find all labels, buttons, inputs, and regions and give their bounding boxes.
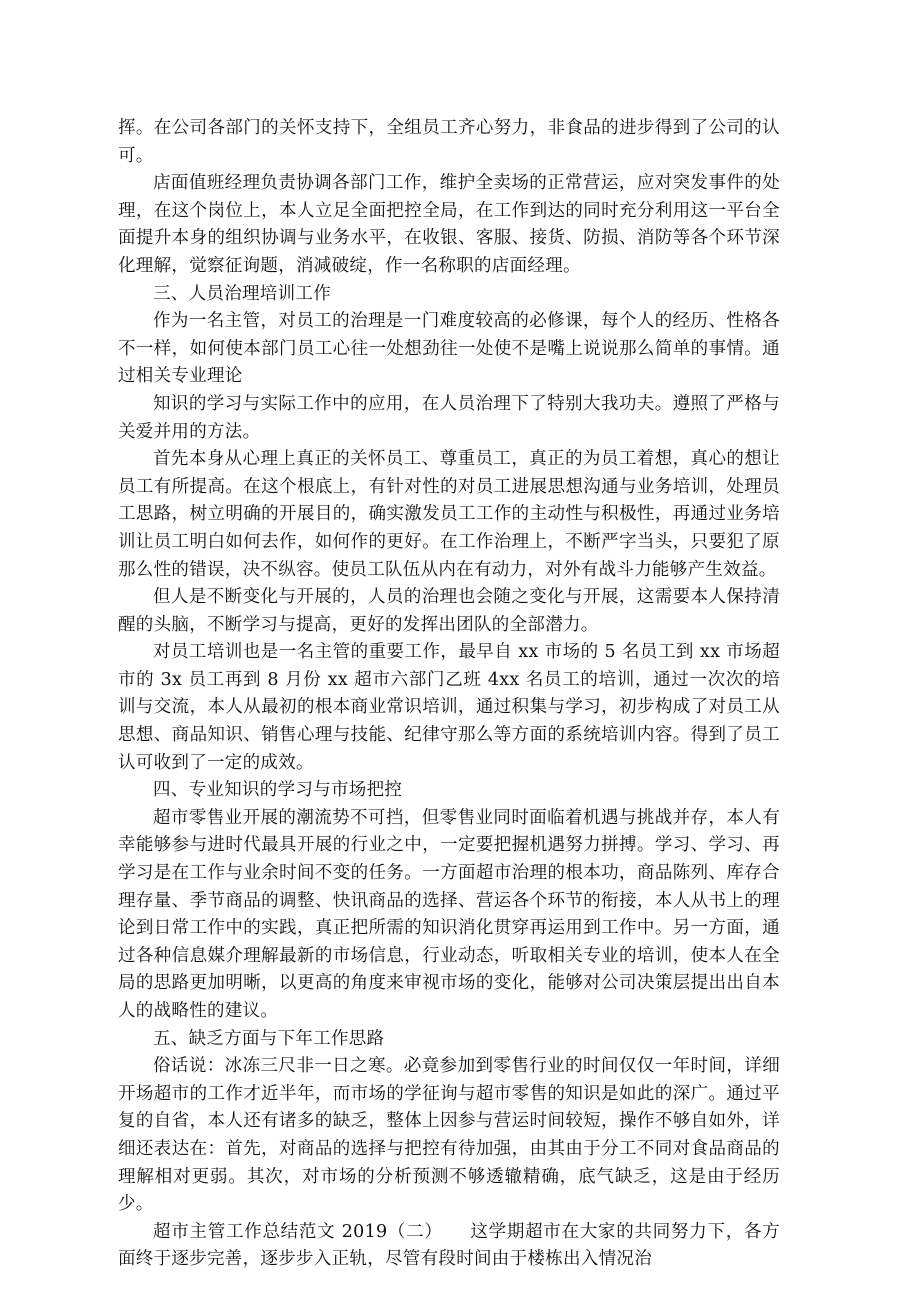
paragraph-summary-2019: 超市主管工作总结范文 2019（二） 这学期超市在大家的共同努力下，各方面终于逐步完善，逐步步入正轨，尽管有段时间由于楼栋出入情况治 <box>118 1221 780 1270</box>
paragraph-shortcomings: 俗话说：冰冻三尺非一日之寒。必竟参加到零售行业的时间仅仅一年时间，详细开场超市的工作才近半年，而市场的学征询与超市零售的知识是如此的深广。通过平复的自省，本人还有诸多的缺乏，整体上因参与营运时间较短，操作不够自如外，详细还表达在：首先，对商品的选择与把控有待加强，由其由于分工不同对食品商品的理解相对更弱。其次，对市场的分析预测不够透辙精确，底气缺乏，这是由于经历少。 <box>118 1056 780 1215</box>
paragraph-continuation: 挥。在公司各部门的关怀支持下，全组员工齐心努力，非食品的进步得到了公司的认可。 <box>118 118 780 166</box>
document-body <box>118 115 780 1274</box>
paragraph-knowledge: 知识的学习与实际工作中的应用，在人员治理下了特别大我功夫。遵照了严格与关爱并用的方法。 <box>118 393 780 442</box>
section-heading-5: 五、缺乏方面与下年工作思路 <box>153 1028 385 1049</box>
paragraph-change: 但人是不断变化与开展的，人员的治理也会随之变化与开展，这需要本人保持清醒的头脑，不断学习与提高，更好的发挥出团队的全部潜力。 <box>118 587 780 635</box>
paragraph-care: 首先本身从心理上真正的关怀员工、尊重员工，真正的为员工着想，真心的想让员工有所提高。在这个根底上，有针对性的对员工进展思想沟通与业务培训，处理员工思路，树立明确的开展目的，确实激发员工工作的主动性与积极性，再通过业务培训让员工明白如何去作，如何作的更好。在工作治理上，不断严字当头，只要犯了原那么性的错误，决不纵容。使员工队伍从内在有动力，对外有战斗力能够产生效益。 <box>118 449 780 580</box>
section-heading-4: 四、专业知识的学习与市场把控 <box>153 780 403 801</box>
paragraph-supervisor: 作为一名主管，对员工的治理是一门难度较高的必修课，每个人的经历、性格各不一样，如何使本部门员工心往一处想劲往一处使不是嘴上说说那么简单的事情。通过相关专业理论 <box>118 311 780 387</box>
paragraph-retail: 超市零售业开展的潮流势不可挡，但零售业同时面临着机遇与挑战并存，本人有幸能够参与进时代最具开展的行业之中，一定要把握机遇努力拼搏。学习、学习、再学习是在工作与业余时间不变的任务。一方面超市治理的根本功，商品陈列、库存合理存量、季节商品的调整、快讯商品的选择、营运各个环节的衔接，本人从书上的理论到日常工作中的实践，真正把所需的知识消化贯穿再运用到工作中。另一方面，通过各种信息媒介理解最新的市场信息，行业动态，听取相关专业的培训，使本人在全局的思路更加明晰，以更高的角度来审视市场的变化，能够对公司决策层提出出自本人的战略性的建议。 <box>118 807 780 1021</box>
paragraph-store-manager: 店面值班经理负责协调各部门工作，维护全卖场的正常营运，应对突发事件的处理，在这个岗位上，本人立足全面把控全局，在工作到达的同时充分利用这一平台全面提升本身的组织协调与业务水平，在收银、客服、接货、防损、消防等各个环节深化理解，觉察征询题，消减破绽，作一名称职的店面经理。 <box>118 173 780 276</box>
paragraph-training: 对员工培训也是一名主管的重要工作，最早自 xx 市场的 5 名员工到 xx 市场超市的 3x 员工再到 8 月份 xx 超市六部门乙班 4xx 名员工的培训，通过一次次的培训与交流，本人从最初的根本商业常识培训，通过积集与学习，初步构成了对员工从思想、商品知识、销售心理与技能、纪律守那么等方面的系统培训内容。得到了员工认可收到了一定的成效。 <box>118 642 780 773</box>
section-heading-3: 三、人员治理培训工作 <box>153 283 331 304</box>
